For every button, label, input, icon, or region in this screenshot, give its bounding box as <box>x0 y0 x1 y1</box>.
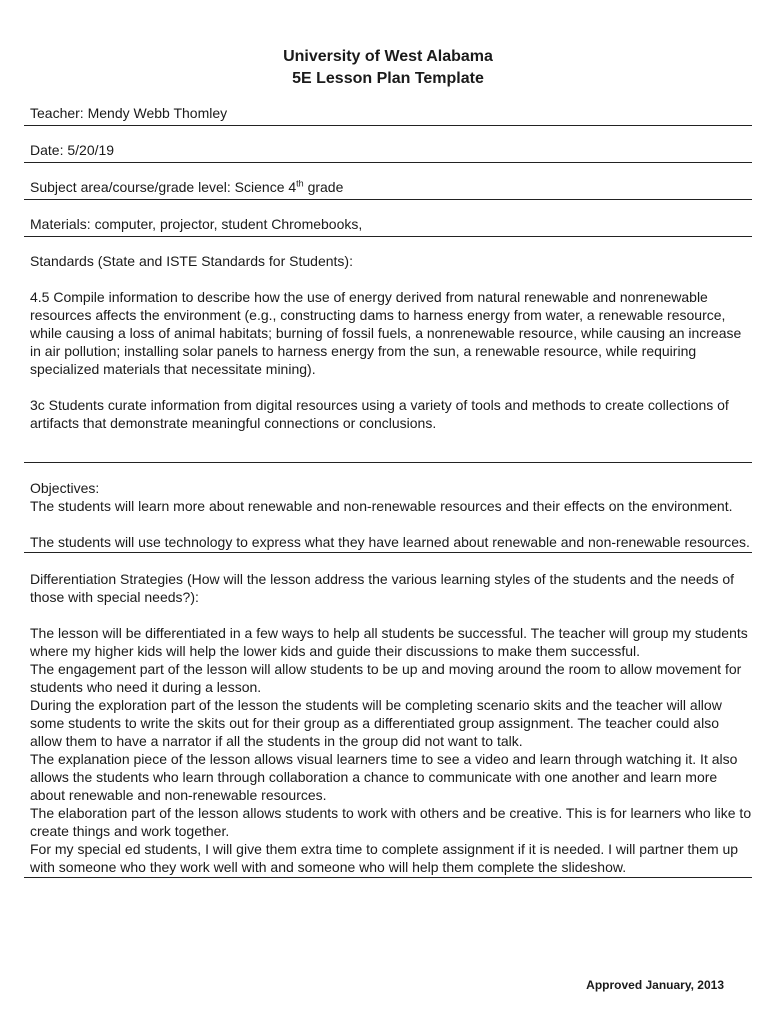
title-block <box>24 46 752 90</box>
standards-section <box>24 237 752 463</box>
document-page <box>24 40 752 878</box>
approval-footer: Approved January, 2013 <box>586 978 724 992</box>
objectives-heading: Objectives: <box>30 480 100 496</box>
standards-heading: Standards (State and ISTE Standards for Students): <box>30 253 353 269</box>
differentiation-special-ed: For my special ed students, I will give them extra time to complete assignment if it is needed. I will partner them up with someone who they work well with and someone who will help them complete the slideshow. <box>30 841 739 875</box>
subject-superscript: th <box>296 178 304 189</box>
document-title: 5E Lesson Plan Template <box>292 70 484 87</box>
differentiation-explanation: The explanation piece of the lesson allows visual learners time to see a video and learn through watching it. It also allows the students who learn through collaboration a chance to communicate with one another and learn more about renewable and non-renewable resources. <box>30 751 738 803</box>
institution-title: University of West Alabama <box>283 48 493 65</box>
objective-2: The students will use technology to express what they have learned about renewable and non-renewable resources. <box>30 534 750 550</box>
standard-4-5: 4.5 Compile information to describe how the use of energy derived from natural renewable and nonrenewable resources affects the environment (e.g., constructing dams to harness energy from water, a renewable resource, while causing a loss of animal habitats; burning of fossil fuels, a nonrenewable resource, while causing an increase in air pollution; installing solar panels to harness energy from the sun, a renewable resource, while requiring specialized materials that necessitate mining). <box>30 289 742 377</box>
subject-suffix: grade <box>303 179 344 195</box>
teacher-field: Teacher: Mendy Webb Thomley <box>24 104 752 126</box>
objectives-section <box>24 463 752 553</box>
differentiation-engagement: The engagement part of the lesson will allow students to be up and moving around the room to allow movement for students who need it during a lesson. <box>30 661 742 695</box>
subject-text: Subject area/course/grade level: Science 4 <box>30 179 297 195</box>
differentiation-elaboration: The elaboration part of the lesson allows students to work with others and be creative. This is for learners who like to create things and work together. <box>30 805 752 839</box>
differentiation-grouping: The lesson will be differentiated in a few ways to help all students be successful. The teacher will group my students where my higher kids will help the lower kids and guide their discussions to make them successful. <box>30 625 748 659</box>
differentiation-heading: Differentiation Strategies (How will the lesson address the various learning styles of the students and the needs of those with special needs?): <box>30 571 735 605</box>
standard-3c: 3c Students curate information from digital resources using a variety of tools and methods to create collections of artifacts that demonstrate meaningful connections or conclusions. <box>30 397 729 431</box>
materials-field: Materials: computer, projector, student Chromebooks, <box>24 215 752 237</box>
objective-1: The students will learn more about renewable and non-renewable resources and their effects on the environment. <box>30 498 733 514</box>
differentiation-exploration: During the exploration part of the lesson the students will be completing scenario skits and the teacher will allow some students to write the skits out for their group as a differentiated group assignment. The teacher could also allow them to have a narrator if all the students in the group did not want to talk. <box>30 697 722 749</box>
differentiation-section <box>24 553 752 878</box>
date-field: Date: 5/20/19 <box>24 141 752 163</box>
subject-field <box>24 178 752 200</box>
